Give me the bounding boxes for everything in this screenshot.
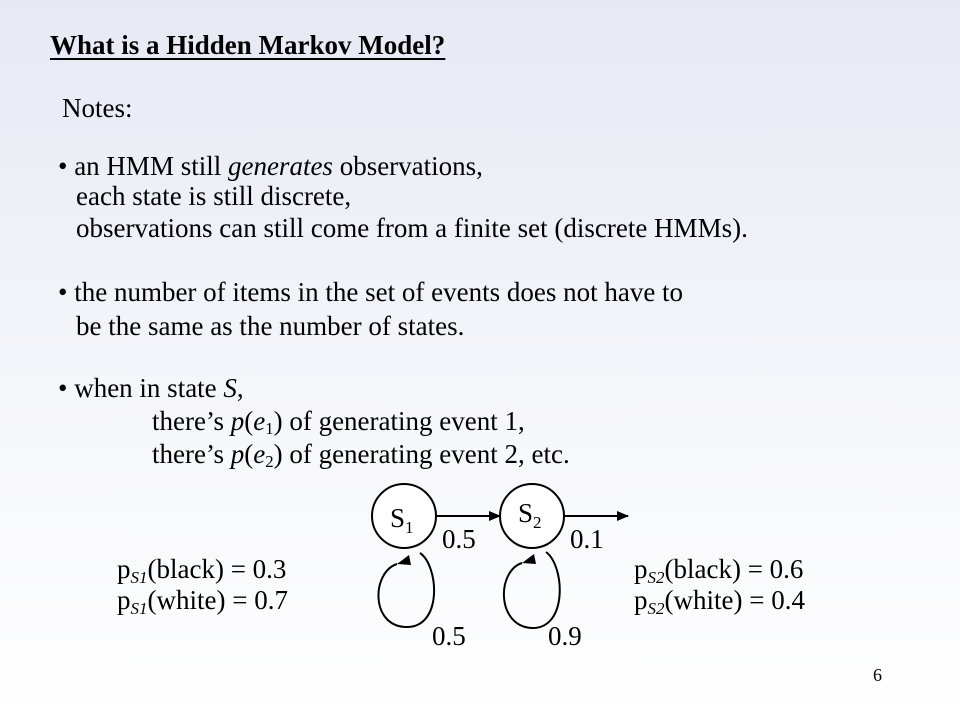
bullet-3-text-b: ,: [236, 373, 244, 403]
bullet-dot: •: [58, 373, 68, 403]
state-s1: [372, 484, 436, 548]
slide-title: What is a Hidden Markov Model?: [50, 30, 446, 60]
bullet-3-line-2: there’s $p(e_1)$ of generating event 1,: [152, 406, 525, 439]
transition-label-s2-out: 0.1: [570, 524, 604, 554]
bullet-3-text-a: when in state: [74, 373, 224, 403]
page-number: 6: [873, 665, 882, 685]
emission-s1-black: pS1(black) = 0.3: [117, 554, 287, 587]
bullet-1-line-3: observations can still come from a finite set (discrete HMMs).: [76, 213, 748, 243]
bullet-dot: •: [58, 151, 68, 181]
state-s1-label: $S_1$: [390, 503, 414, 537]
self-loop-s2-arrowhead: [522, 554, 536, 564]
notes-label: Notes:: [62, 93, 133, 123]
emission-s1-white: pS1(white) = 0.7: [117, 585, 288, 618]
self-loop-label-s2: 0.9: [548, 621, 582, 651]
state-s2: [500, 484, 564, 548]
bullet-2-line-2: be the same as the number of states.: [76, 311, 465, 341]
emission-s2-white: pS2(white) = 0.4: [634, 585, 805, 618]
transition-label-s1-s2: 0.5: [442, 524, 476, 554]
bullet-1-text-b: observations,: [332, 151, 483, 181]
bullet-1-line-2: each state is still discrete,: [76, 181, 352, 211]
bullet-1-text-a: an HMM still: [74, 151, 228, 181]
bullet-2-text: the number of items in the set of events does not have to: [74, 277, 684, 307]
emission-s2-black: pS2(black) = 0.6: [634, 554, 804, 587]
self-loop-s1-arrowhead: [397, 555, 411, 565]
bullet-1-emphasis: generates: [227, 151, 333, 181]
state-symbol: S: [223, 373, 237, 403]
state-s2-label: $S_2$: [518, 498, 542, 532]
self-loop-label-s1: 0.5: [432, 621, 466, 651]
bullet-3-line-3: there’s $p(e_2)$ of generating event 2, etc.: [152, 439, 570, 472]
bullet-dot: •: [58, 277, 68, 307]
